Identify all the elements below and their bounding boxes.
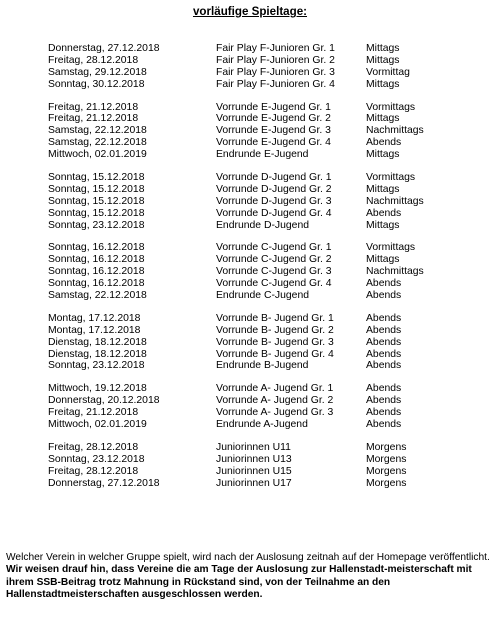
row-event: Fair Play F-Junioren Gr. 2 (216, 54, 335, 66)
row-date: Sonntag, 15.12.2018 (48, 183, 145, 195)
row-time: Vormittag (366, 66, 410, 78)
row-time: Vormittags (366, 172, 416, 184)
row-time: Abends (366, 312, 402, 324)
row-time: Mittags (366, 183, 400, 195)
row-time: Morgens (366, 465, 407, 477)
row-time: Nachmittags (366, 195, 424, 207)
row-time: Abends (366, 324, 402, 336)
schedule-row (0, 419, 500, 431)
row-time: Mittags (366, 149, 400, 161)
schedule-row (0, 149, 500, 161)
row-event: Fair Play F-Junioren Gr. 4 (216, 78, 335, 90)
notes-section (6, 552, 496, 602)
row-date: Donnerstag, 27.12.2018 (48, 43, 160, 54)
row-event: Endrunde A-Jugend (216, 419, 308, 431)
row-date: Freitag, 28.12.2018 (48, 54, 139, 66)
row-time: Abends (366, 395, 402, 407)
schedule-row (0, 137, 500, 149)
schedule-row (0, 184, 500, 196)
row-event: Endrunde C-Jugend (216, 290, 310, 302)
row-event: Vorrunde B- Jugend Gr. 2 (216, 324, 334, 336)
row-event: Vorrunde D-Jugend Gr. 1 (216, 172, 332, 184)
row-date: Freitag, 28.12.2018 (48, 465, 139, 477)
schedule-row (0, 337, 500, 349)
schedule-group (0, 442, 500, 490)
row-date: Sonntag, 15.12.2018 (48, 195, 145, 207)
schedule-row (0, 102, 500, 114)
row-time: Nachmittags (366, 125, 424, 137)
row-time: Abends (366, 383, 402, 395)
schedule-row (0, 172, 500, 184)
row-time: Morgens (366, 453, 407, 465)
row-event: Vorrunde A- Jugend Gr. 2 (216, 395, 334, 407)
schedule-row (0, 208, 500, 220)
row-date: Samstag, 29.12.2018 (48, 66, 147, 78)
row-date: Sonntag, 16.12.2018 (48, 266, 145, 278)
row-time: Mittags (366, 113, 400, 125)
row-time: Morgens (366, 477, 407, 489)
row-time: Abends (366, 407, 402, 419)
row-event: Juniorinnen U13 (216, 453, 292, 465)
row-date: Sonntag, 30.12.2018 (48, 78, 145, 90)
schedule-row (0, 196, 500, 208)
row-event: Endrunde D-Jugend (216, 219, 310, 231)
row-date: Mittwoch, 19.12.2018 (48, 383, 147, 395)
schedule-row (0, 43, 500, 55)
row-time: Abends (366, 290, 402, 302)
schedule-row (0, 478, 500, 490)
warning-note: Wir weisen drauf hin, dass Vereine die am Tage der Auslosung zur Hallenstadt-meisterschaft mit ihrem SSB-Beitrag trotz Mahnung in Rückstand sind, von der Teilnahme an den Hallenstadtmeisterschaften ausgeschlossen werden. (6, 564, 472, 601)
row-event: Vorrunde E-Jugend Gr. 2 (216, 113, 331, 125)
row-event: Vorrunde A- Jugend Gr. 1 (216, 383, 334, 395)
row-date: Donnerstag, 20.12.2018 (48, 395, 160, 407)
schedule-row (0, 55, 500, 67)
row-time: Vormittags (366, 101, 416, 113)
row-event: Fair Play F-Junioren Gr. 3 (216, 66, 335, 78)
row-date: Sonntag, 15.12.2018 (48, 172, 145, 184)
row-time: Mittags (366, 219, 400, 231)
row-date: Samstag, 22.12.2018 (48, 137, 147, 149)
row-date: Sonntag, 16.12.2018 (48, 242, 145, 254)
schedule-row (0, 79, 500, 91)
row-event: Vorrunde E-Jugend Gr. 1 (216, 101, 331, 113)
schedule-row (0, 383, 500, 395)
row-time: Abends (366, 336, 402, 348)
row-time: Mittags (366, 78, 400, 90)
row-time: Mittags (366, 254, 400, 266)
row-event: Vorrunde B- Jugend Gr. 4 (216, 348, 334, 360)
schedule-row (0, 325, 500, 337)
row-time: Abends (366, 419, 402, 431)
row-event: Vorrunde A- Jugend Gr. 3 (216, 407, 334, 419)
row-date: Samstag, 22.12.2018 (48, 290, 147, 302)
row-event: Endrunde E-Jugend (216, 149, 309, 161)
row-event: Vorrunde C-Jugend Gr. 2 (216, 254, 332, 266)
schedule-row (0, 242, 500, 254)
row-event: Juniorinnen U15 (216, 465, 292, 477)
row-event: Vorrunde C-Jugend Gr. 4 (216, 278, 332, 290)
schedule-group (0, 43, 500, 91)
row-time: Mittags (366, 43, 400, 54)
schedule-row (0, 395, 500, 407)
row-time: Abends (366, 207, 402, 219)
page-title: vorläufige Spieltage: (192, 5, 308, 18)
row-time: Abends (366, 360, 402, 372)
schedule-row (0, 360, 500, 372)
row-date: Samstag, 22.12.2018 (48, 125, 147, 137)
schedule-row (0, 125, 500, 137)
schedule-row (0, 254, 500, 266)
row-event: Vorrunde D-Jugend Gr. 2 (216, 183, 332, 195)
schedule-row (0, 313, 500, 325)
row-event: Fair Play F-Junioren Gr. 1 (216, 43, 335, 54)
schedule-row (0, 220, 500, 232)
schedule-row (0, 454, 500, 466)
row-date: Freitag, 21.12.2018 (48, 407, 139, 419)
row-date: Sonntag, 16.12.2018 (48, 278, 145, 290)
row-event: Vorrunde C-Jugend Gr. 3 (216, 266, 332, 278)
row-time: Mittags (366, 54, 400, 66)
row-date: Sonntag, 23.12.2018 (48, 219, 145, 231)
info-note: Welcher Verein in welcher Gruppe spielt, wird nach der Auslosung zeitnah auf der Homepage veröffentlicht. (6, 552, 490, 563)
row-event: Endrunde B-Jugend (216, 360, 309, 372)
schedule-row (0, 266, 500, 278)
row-date: Montag, 17.12.2018 (48, 312, 141, 324)
row-event: Vorrunde D-Jugend Gr. 4 (216, 207, 332, 219)
row-date: Dienstag, 18.12.2018 (48, 336, 147, 348)
schedule-row (0, 290, 500, 302)
row-event: Vorrunde D-Jugend Gr. 3 (216, 195, 332, 207)
row-date: Sonntag, 23.12.2018 (48, 360, 145, 372)
row-date: Montag, 17.12.2018 (48, 324, 141, 336)
row-date: Mittwoch, 02.01.2019 (48, 149, 147, 161)
row-date: Mittwoch, 02.01.2019 (48, 419, 147, 431)
row-date: Freitag, 21.12.2018 (48, 113, 139, 125)
row-event: Juniorinnen U11 (216, 441, 291, 453)
schedule-group (0, 242, 500, 301)
schedule-row (0, 278, 500, 290)
schedule-group (0, 172, 500, 231)
row-date: Sonntag, 23.12.2018 (48, 453, 145, 465)
row-time: Abends (366, 137, 402, 149)
schedule-row (0, 407, 500, 419)
row-event: Juniorinnen U17 (216, 477, 292, 489)
schedule-group (0, 383, 500, 431)
row-date: Freitag, 28.12.2018 (48, 441, 139, 453)
row-time: Nachmittags (366, 266, 424, 278)
row-date: Dienstag, 18.12.2018 (48, 348, 147, 360)
row-time: Abends (366, 348, 402, 360)
schedule-table (0, 43, 500, 501)
row-time: Abends (366, 278, 402, 290)
schedule-group (0, 102, 500, 161)
row-event: Vorrunde B- Jugend Gr. 3 (216, 336, 334, 348)
row-event: Vorrunde B- Jugend Gr. 1 (216, 312, 334, 324)
row-event: Vorrunde E-Jugend Gr. 3 (216, 125, 331, 137)
schedule-row (0, 349, 500, 361)
schedule-group (0, 313, 500, 372)
row-event: Vorrunde C-Jugend Gr. 1 (216, 242, 332, 254)
schedule-row (0, 113, 500, 125)
row-event: Vorrunde E-Jugend Gr. 4 (216, 137, 331, 149)
schedule-row (0, 466, 500, 478)
row-date: Donnerstag, 27.12.2018 (48, 477, 160, 489)
row-time: Vormittags (366, 242, 416, 254)
schedule-row (0, 67, 500, 79)
row-time: Morgens (366, 441, 407, 453)
row-date: Sonntag, 15.12.2018 (48, 207, 145, 219)
row-date: Sonntag, 16.12.2018 (48, 254, 145, 266)
schedule-row (0, 442, 500, 454)
row-date: Freitag, 21.12.2018 (48, 101, 139, 113)
